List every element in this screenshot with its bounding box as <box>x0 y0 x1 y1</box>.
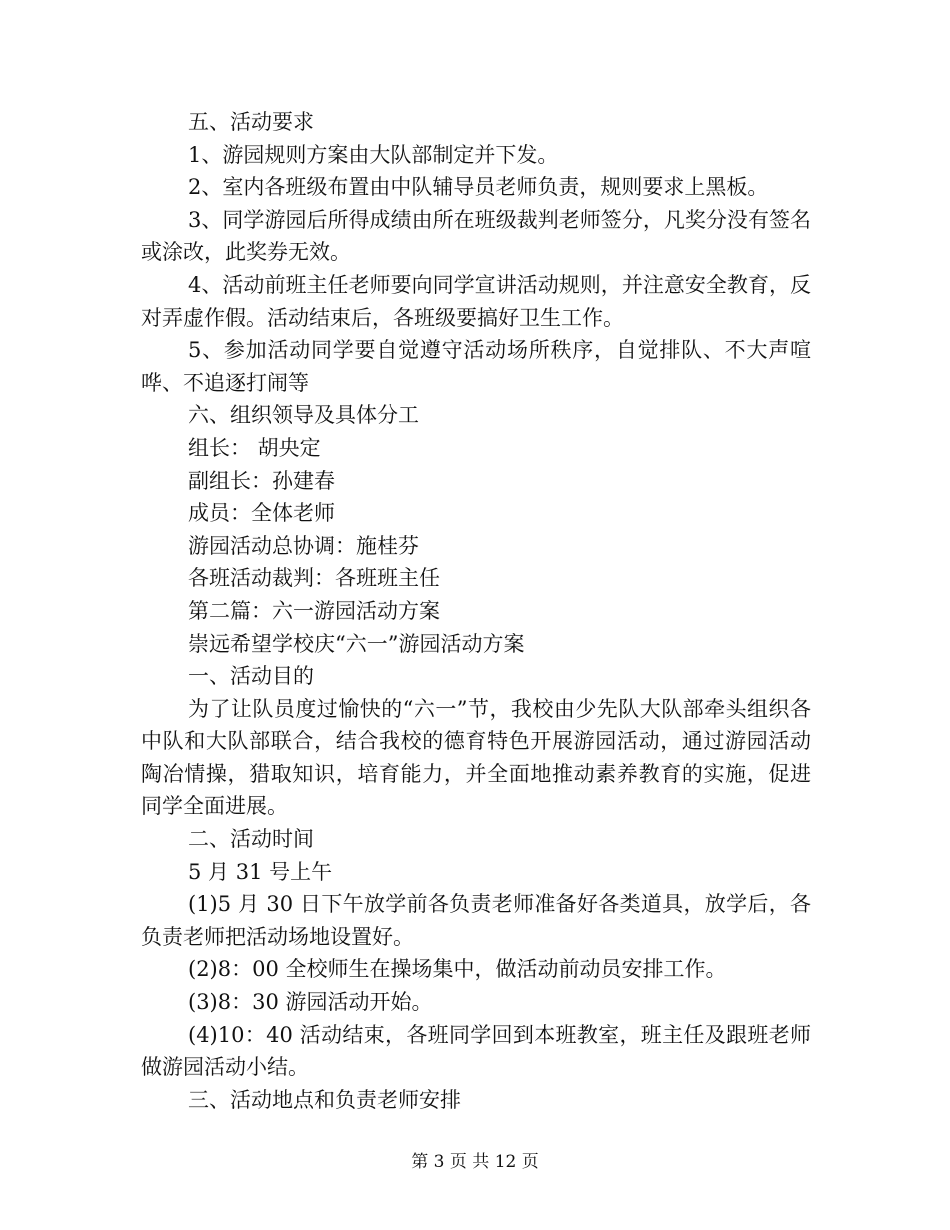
section-heading: 三、活动地点和负责老师安排 <box>188 1087 461 1112</box>
paragraph: 副组长：孙建春 <box>188 468 335 493</box>
paragraph: 5、参加活动同学要自觉遵守活动场所秩序，自觉排队、不大声喧哗、不追逐打闹等 <box>141 338 811 395</box>
document-body <box>141 106 811 1116</box>
paragraph: 5 月 31 号上午 <box>188 859 333 884</box>
page-number-footer: 第 3 页 共 12 页 <box>411 1152 539 1172</box>
paragraph: 1、游园规则方案由大队部制定并下发。 <box>188 142 559 167</box>
paragraph: 2、室内各班级布置由中队辅导员老师负责，规则要求上黑板。 <box>188 175 769 200</box>
paragraph: 组长： 胡央定 <box>188 435 321 460</box>
paragraph: (4)10：40 活动结束，各班同学回到本班教室，班主任及跟班老师做游园活动小结。 <box>141 1022 811 1080</box>
paragraph: (2)8：00 全校师生在操场集中，做活动前动员安排工作。 <box>188 957 727 982</box>
paragraph: 各班活动裁判：各班班主任 <box>188 566 440 591</box>
section-heading: 二、活动时间 <box>188 827 314 852</box>
document-title: 崇远希望学校庆“六一”游园活动方案 <box>188 631 525 656</box>
section-heading: 一、活动目的 <box>188 664 314 689</box>
paragraph: (3)8：30 游园活动开始。 <box>188 990 433 1015</box>
paragraph: 五、活动要求 <box>188 110 314 134</box>
paragraph: (1)5 月 30 日下午放学前各负责老师准备好各类道具，放学后，各负责老师把活动场地设置好。 <box>141 892 811 949</box>
chapter-title: 第二篇：六一游园活动方案 <box>188 598 440 623</box>
paragraph: 为了让队员度过愉快的“六一”节，我校由少先队大队部牵头组织各中队和大队部联合，结合我校的德育特色开展游园活动，通过游园活动陶冶情操，猎取知识，培育能力，并全面地推动素养教育的实施，促进同学全面进展。 <box>141 696 811 819</box>
paragraph: 游园活动总协调：施桂芬 <box>188 533 419 558</box>
paragraph: 4、活动前班主任老师要向同学宣讲活动规则，并注意安全教育，反对弄虚作假。活动结束后，各班级要搞好卫生工作。 <box>141 272 811 330</box>
section-heading: 六、组织领导及具体分工 <box>188 403 419 428</box>
paragraph: 3、同学游园后所得成绩由所在班级裁判老师签分，凡奖分没有签名或涂改，此奖券无效。 <box>141 207 811 265</box>
paragraph: 成员：全体老师 <box>188 501 335 526</box>
